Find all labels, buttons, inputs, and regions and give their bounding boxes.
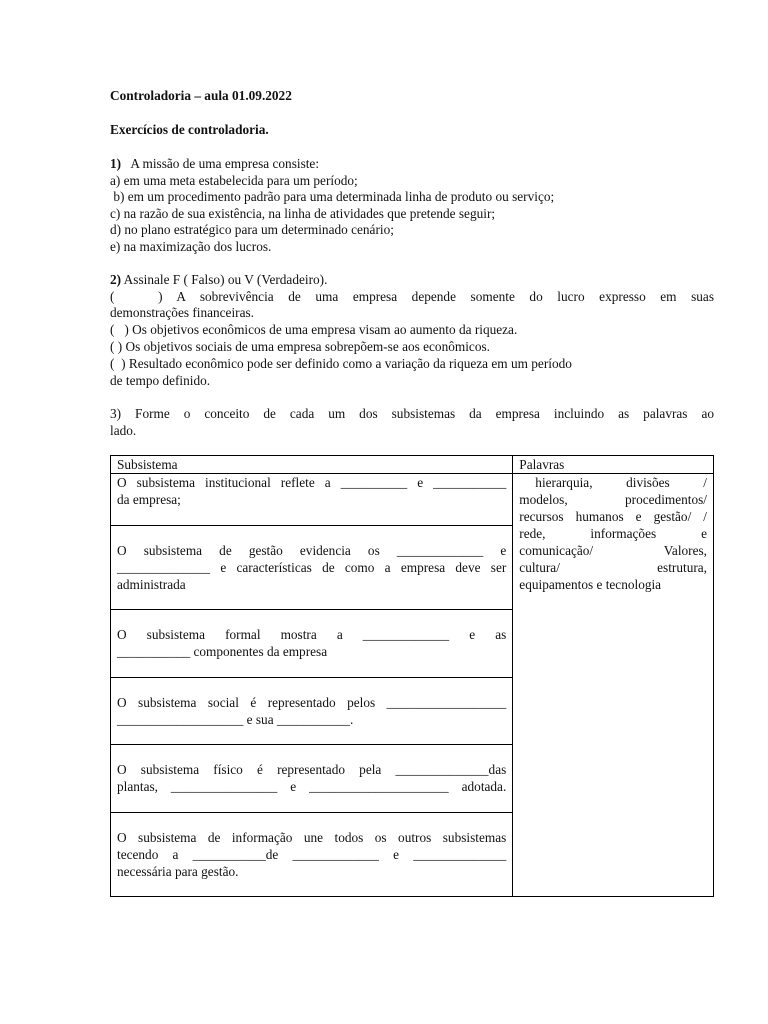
header-palavras: Palavras [513,456,714,474]
palavras-line: cultura/ estrutura, [519,560,707,575]
q1-number: 1) [110,156,122,171]
q1-prompt-line [110,155,319,172]
q2-number: 2) [110,272,122,287]
palavras-line: hierarquia, divisões / [535,475,707,490]
row-informacao [111,813,513,897]
q1-option-a: a) em uma meta estabelecida para um período; [110,173,358,188]
q1-option-e: e) na maximização dos lucros. [110,239,272,254]
row-formal [111,610,513,678]
q1-prompt: A missão de uma empresa consiste: [130,156,320,171]
row-text: O subsistema formal mostra a _____________ e as [117,627,507,642]
q1-option-d: d) no plano estratégico para um determinado cenário; [110,222,394,237]
q2-prompt: Assinale F ( Falso) ou V (Verdadeiro). [123,272,328,287]
document-title: Controladoria – aula 01.09.2022 [110,88,292,103]
row-text: O subsistema físico é representado pela ______________das [117,762,507,777]
row-institucional [111,474,513,526]
row-gestao [111,526,513,610]
q1-option-c: c) na razão de sua existência, na linha de atividades que pretende seguir; [110,206,496,221]
table-header-row [111,456,714,474]
q3-prompt-line-2: lado. [110,423,137,438]
palavras-line: comunicação/ Valores, [519,543,707,558]
subsystems-table [110,455,714,897]
palavras-cell [513,474,714,897]
palavras-line: modelos, procedimentos/ [519,492,707,507]
document-subtitle: Exercícios de controladoria. [110,122,269,137]
q2-item-4: ( ) Resultado econômico pode ser definido como a variação da riqueza em um período [110,356,572,371]
row-text: da empresa; [117,492,181,507]
row-text: O subsistema institucional reflete a __________ e ___________ [117,475,507,490]
row-text: O subsistema de gestão evidencia os _____________ e [117,543,507,558]
row-fisico [111,745,513,813]
q2-item-1: ( ) A sobrevivência de uma empresa depende somente do lucro expresso em suas [110,289,714,304]
palavras-line: rede, informações e [519,526,707,541]
q2-item-3: ( ) Os objetivos sociais de uma empresa sobrepõem-se aos econômicos. [110,339,490,354]
row-text: plantas, ________________ e _____________________ adotada. [117,779,507,794]
row-text: ___________ componentes da empresa [117,644,328,659]
row-text: administrada [117,577,186,592]
palavras-line: equipamentos e tecnologia [519,577,662,592]
q2-item-2: ( ) Os objetivos econômicos de uma empresa visam ao aumento da riqueza. [110,322,518,337]
q3-prompt-line-1: 3) Forme o conceito de cada um dos subsistemas da empresa incluindo as palavras ao [110,406,714,421]
q2-prompt-line [110,271,327,288]
row-text: O subsistema de informação une todos os outros subsistemas [117,830,507,845]
q2-item-1-cont: demonstrações financeiras. [110,305,254,320]
q2-item-4-cont: de tempo definido. [110,373,211,388]
palavras-line: recursos humanos e gestão/ / [519,509,707,524]
row-text: O subsistema social é representado pelos __________________ [117,695,507,710]
row-text: tecendo a ___________de _____________ e ______________ [117,847,507,862]
table-row [111,474,714,526]
q1-option-b: b) em um procedimento padrão para uma determinada linha de produto ou serviço; [110,189,555,204]
row-text: necessária para gestão. [117,864,239,879]
header-subsistema: Subsistema [111,456,513,474]
row-social [111,678,513,745]
row-text: ______________ e características de como a empresa deve ser [117,560,507,575]
row-text: ___________________ e sua ___________. [117,712,354,727]
